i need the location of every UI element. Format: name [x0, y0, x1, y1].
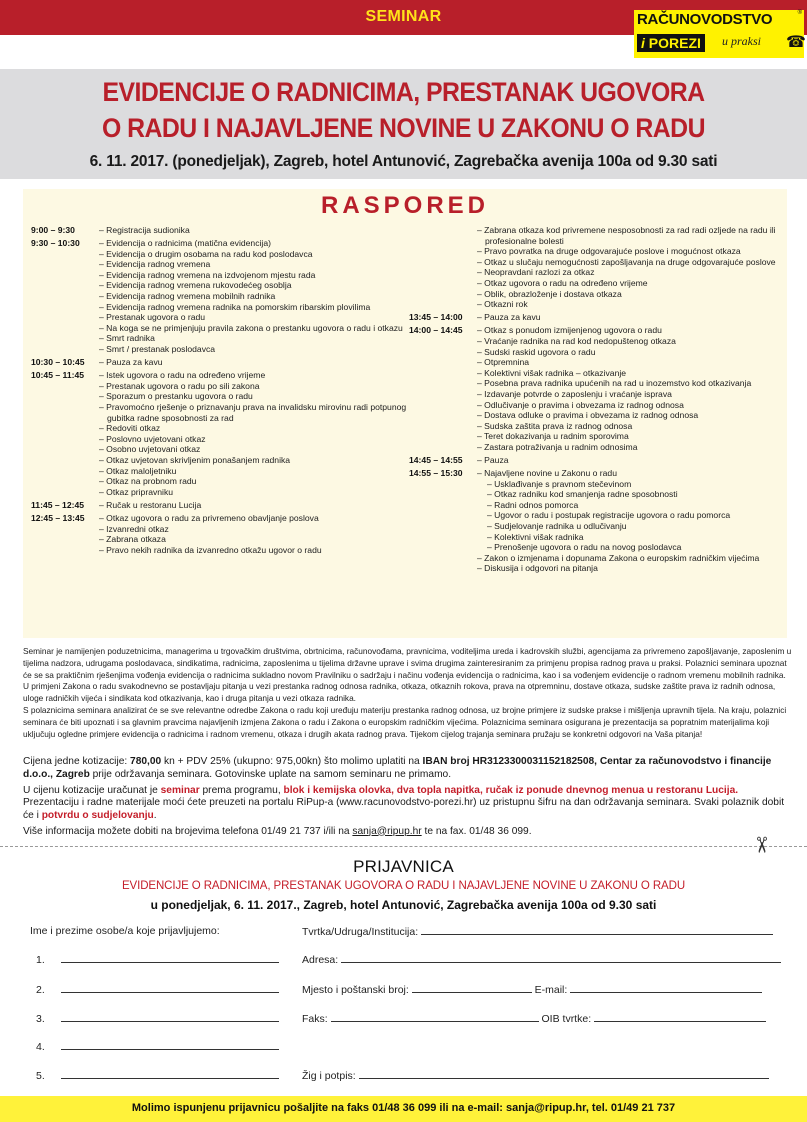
- schedule-block: [31, 238, 411, 355]
- schedule-item: – Registracija sudionika: [99, 225, 190, 235]
- schedule-item: – Evidencija o drugim osobama na radu kod poslodavca: [99, 248, 313, 259]
- schedule-item: – Otkazni rok: [477, 299, 528, 310]
- phone-icon: ☎: [786, 34, 806, 51]
- schedule-item: – Zastara potraživanja u radnim odnosima: [477, 441, 638, 452]
- attendee-input-2[interactable]: [61, 983, 279, 993]
- schedule-item: – Diskusija i odgovori na pitanja: [477, 563, 598, 574]
- schedule-time: 14:45 – 14:55: [409, 454, 463, 465]
- signature-label: Žig i potpis:: [302, 1070, 356, 1082]
- contact-text: Više informacija možete dobiti na brojevima telefona 01/49 21 737 i/ili na: [23, 825, 353, 837]
- schedule-item: – Vraćanje radnika na rad kod nedopuštenog otkaza: [477, 335, 676, 346]
- schedule-item: – Pauza za kavu: [477, 312, 541, 323]
- schedule-item: – Ručak u restoranu Lucija: [99, 499, 202, 510]
- schedule-item: – Poslovno uvjetovani otkaz: [99, 433, 206, 444]
- schedule-item: – Zabrana otkaza kod privremene nesposobnosti za rad radi ozljede na radu ili profesionalne bolesti: [477, 225, 776, 246]
- schedule-item: – Pravo nekih radnika da izvanredno otkažu ugovor o radu: [99, 544, 322, 555]
- includes-text: .: [153, 809, 157, 821]
- contact-text: te na fax. 01/48 36 099.: [421, 825, 532, 837]
- schedule-item: – Otkaz radniku kod smanjenja radne sposobnosti: [487, 489, 678, 500]
- email-input[interactable]: [570, 983, 762, 993]
- signature-input[interactable]: [359, 1069, 769, 1079]
- includes-extras: blok i kemijska olovka, dva topla napitka, ručak iz ponude dnevnog menua u restoranu Lucija.: [283, 784, 739, 796]
- address-label: Adresa:: [302, 954, 339, 966]
- includes-text: prema programu,: [199, 784, 284, 796]
- price-text: Cijena jedne kotizacije:: [23, 756, 131, 767]
- schedule-item: – Radni odnos pomorca: [487, 499, 579, 510]
- schedule-time: 14:55 – 15:30: [409, 468, 463, 479]
- schedule-item: – Izdavanje potvrde o zaposlenju i vraćanje isprava: [477, 388, 672, 399]
- schedule-item: – Smrt radnika: [99, 333, 155, 344]
- schedule-block: [409, 468, 785, 574]
- schedule-item: – Evidencija radnog vremena mobilnih radnika: [99, 291, 276, 302]
- schedule-item: – Evidencija radnog vremena rukovodećeg osoblja: [99, 280, 292, 291]
- schedule-block: [31, 370, 411, 497]
- fax-label: Faks:: [302, 1013, 328, 1025]
- schedule-item: – Sudski raskid ugovora o radu: [477, 346, 596, 357]
- email-link[interactable]: sanja@ripup.hr: [352, 825, 422, 837]
- schedule-item: – Teret dokazivanja u radnim sporovima: [477, 431, 629, 442]
- logo-line3: u praksi: [722, 34, 761, 48]
- schedule-column-left: [31, 225, 411, 558]
- schedule-block: [409, 325, 785, 452]
- cut-line: [0, 846, 807, 847]
- schedule-items: [99, 500, 411, 511]
- description-paragraph: S polaznicima seminara analizirat će se sve relevantne odredbe Zakona o radu koji uređuju materiju prestanka radnog odnosa, uz brojne primjere iz sudske prakse i mišljenja upravnih tijela. Na kraju, polaznici seminara će biti upoznati i sa glavnim pravcima najavljenih izmjena Zakona o radu i Zakona o europskim radničkim vijećima. Polaznicima seminara osigurana je prezentacija sa popratnim materijalima koji uključuju ogledne primjere evidencija o radnicima i radnom vremenu, otkaza i drugih akata radnog prava. Tijekom cijelog trajanja seminara pružaju se konkretni odgovori na Vaša pitanja!: [23, 704, 787, 739]
- schedule-column-right: [409, 225, 785, 577]
- schedule-time: 12:45 – 13:45: [31, 512, 85, 523]
- schedule-time: 9:30 – 10:30: [31, 238, 80, 249]
- schedule-items: [99, 370, 411, 497]
- price-paragraph: [23, 756, 793, 781]
- schedule-item: – Evidencija radnog vremena: [99, 259, 211, 270]
- schedule-item: – Osobno uvjetovani otkaz: [99, 444, 201, 455]
- contact-paragraph: [23, 826, 793, 839]
- schedule-items: [477, 312, 785, 323]
- schedule-item: – Redoviti otkaz: [99, 423, 161, 434]
- attendee-input-4[interactable]: [61, 1040, 279, 1050]
- schedule-box: [23, 189, 787, 638]
- oib-label: OIB tvrtke:: [541, 1013, 592, 1025]
- schedule-item: – Sudjelovanje radnika u odlučivanju: [487, 521, 627, 532]
- email-label: E-mail:: [534, 984, 568, 996]
- description-paragraph: Seminar je namijenjen poduzetnicima, managerima u trgovačkim društvima, obrtnicima, računovođama, pravnicima, voditeljima ureda i kadrovskih službi, agencijama za privremeno zapošljavanje, zaposlenim u tijelima nadzora, udrugama poslodavaca, sindikatima, radnicima, zaposlenima u tijelima državne uprave i svima drugima zainteresiranim za primjenu propisa radnog prava u praksi. Polaznici seminara upoznat će se sa praktičnim rješenjima vođenja evidencija o radnicima sukladno novom Pravilniku o sadržaju i načinu vođenja evidencija o radnicima, kao i sa vođenjem evidencije o radnom vremenu mobilnih radnika.: [23, 646, 792, 680]
- scissors-icon: ✂: [749, 835, 775, 855]
- schedule-item: – Istek ugovora o radu na određeno vrijeme: [99, 370, 266, 381]
- schedule-item: – Kolektivni višak radnika – otkazivanje: [477, 367, 627, 378]
- page-title-line2: O RADU I NAJAVLJENE NOVINE U ZAKONU O RADU: [102, 113, 705, 143]
- schedule-item: – Otkaz ugovora o radu na određeno vrijeme: [477, 277, 648, 288]
- schedule-time: 9:00 – 9:30: [31, 225, 75, 235]
- title-band: [0, 69, 807, 179]
- schedule-items: [99, 238, 411, 355]
- schedule-item: – Na koga se ne primjenjuju pravila zakona o prestanku ugovora o radu i otkazu: [99, 322, 403, 333]
- iban-info: IBAN broj HR3123300031152182508, Centar za računovodstvo i financije d.o.o., Zagreb: [23, 756, 772, 780]
- schedule-time: 11:45 – 12:45: [31, 499, 85, 510]
- schedule-block: [409, 312, 785, 323]
- schedule-items: [477, 325, 785, 452]
- logo-line2: [637, 34, 705, 52]
- schedule-block: [31, 513, 411, 555]
- schedule-item: – Sudska zaštita prava iz radnog odnosa: [477, 420, 633, 431]
- attendee-input-5[interactable]: [61, 1069, 279, 1079]
- schedule-item: – Otkaz ugovora o radu za privremeno obavljanje poslova: [99, 512, 319, 523]
- schedule-item: – Ugovor o radu i postupak registracije ugovora o radu pomorca: [487, 510, 731, 521]
- schedule-item: – Otkaz pripravniku: [99, 486, 174, 497]
- pricing-info: [23, 756, 793, 842]
- seminar-description: [23, 646, 793, 740]
- form-event-details: u ponedjeljak, 6. 11. 2017., Zagreb, hotel Antunović, Zagrebačka avenija 100a od 9.30 sati: [150, 898, 657, 912]
- signature-field[interactable]: [302, 1069, 769, 1082]
- schedule-item: – Otkaz maloljetniku: [99, 465, 177, 476]
- description-paragraph: U primjeni Zakona o radu svakodnevno se postavljaju pitanja u vezi prestanka radnog odnosa radnika, otkaza, otkaznih rokova, prava na otpremninu, dostave otkaza, sudske zaštite prava iz radnih odnosa, uloge radničkih vijeća i sindikata kod otkazivanja, kao i druga pitanja u vezi otkaza radnika.: [23, 681, 776, 704]
- footer-band: [0, 1096, 807, 1122]
- schedule-item: – Otkaz uvjetovan skrivljenim ponašanjem radnika: [99, 454, 291, 465]
- schedule-heading: RASPORED: [320, 192, 490, 219]
- schedule-items: [99, 513, 411, 555]
- schedule-item: – Izvanredni otkaz: [99, 523, 169, 534]
- includes-paragraph: [23, 785, 793, 823]
- schedule-time: 14:00 – 14:45: [409, 325, 463, 336]
- schedule-time: 10:45 – 11:45: [31, 370, 85, 381]
- fax-input[interactable]: [331, 1012, 539, 1022]
- schedule-block: [31, 225, 411, 236]
- address-field[interactable]: [302, 953, 781, 966]
- price-text: kn + PDV 25% (ukupno: 975,00kn) što molimo uplatiti na: [161, 756, 423, 767]
- attendee-row[interactable]: [36, 953, 279, 966]
- schedule-item: – Otpremnina: [477, 357, 530, 368]
- city-field[interactable]: [302, 983, 762, 996]
- schedule-item: – Evidencija radnog vremena na izdvojenom mjestu rada: [99, 269, 316, 280]
- schedule-block: [409, 455, 785, 466]
- schedule-block: [409, 225, 785, 310]
- includes-seminar: seminar: [160, 784, 200, 796]
- schedule-item: – Zabrana otkaza: [99, 534, 166, 545]
- schedule-item: – Oblik, obrazloženje i dostava otkaza: [477, 288, 622, 299]
- schedule-item: – Zakon o izmjenama i dopunama Zakona o europskim radničkim vijećima: [477, 552, 760, 563]
- company-label: Tvrtka/Udruga/Institucija:: [302, 926, 419, 938]
- schedule-item: – Sporazum o prestanku ugovora o radu: [99, 391, 253, 402]
- attendee-number: 1.: [36, 954, 45, 966]
- schedule-item: – Otkaz u slučaju nemogućnosti zapošljavanja na druge odgovarajuće poslove: [477, 256, 776, 267]
- attendee-input-1[interactable]: [61, 953, 279, 963]
- schedule-items: [477, 225, 785, 310]
- company-field[interactable]: [302, 925, 773, 938]
- schedule-time: [409, 225, 477, 310]
- schedule-item: – Neopravdani razlozi za otkaz: [477, 267, 595, 278]
- schedule-item: – Kolektivni višak radnika: [487, 531, 584, 542]
- logo-line1: RAČUNOVODSTVO: [637, 11, 773, 28]
- logo-line2-prefix: i: [641, 35, 645, 51]
- seminar-label: SEMINAR: [365, 8, 442, 25]
- page-title-line1: EVIDENCIJE O RADNICIMA, PRESTANAK UGOVORA: [102, 77, 705, 107]
- schedule-item: – Posebna prava radnika upućenih na rad u inozemstvo kod otkazivanja: [477, 378, 752, 389]
- attendee-row[interactable]: [36, 1069, 279, 1082]
- includes-text: U cijenu kotizacije uračunat je: [23, 784, 161, 796]
- registered-mark: ®: [797, 10, 802, 16]
- attendee-number: 3.: [36, 1013, 45, 1025]
- attendee-number: 2.: [36, 984, 45, 996]
- schedule-items: [99, 225, 411, 236]
- city-input[interactable]: [412, 983, 532, 993]
- logo-line2-text: POREZI: [648, 35, 701, 51]
- schedule-block: [31, 357, 411, 368]
- schedule-items: [477, 468, 785, 574]
- form-title: PRIJAVNICA: [353, 857, 454, 876]
- attendee-row[interactable]: [36, 1012, 279, 1025]
- city-label: Mjesto i poštanski broj:: [302, 984, 409, 996]
- schedule-item: – Evidencija radnog vremena radnika na pomorskim ribarskim plovilima: [99, 301, 371, 312]
- schedule-item: – Dostava odluke o pravima i obvezama iz radnog odnosa: [477, 410, 699, 421]
- schedule-item: – Evidencija o radnicima (matična evidencija): [99, 238, 271, 249]
- attendee-number: 4.: [36, 1041, 45, 1053]
- schedule-item: – Odlučivanje o pravima i obvezama iz radnog odnosa: [477, 399, 684, 410]
- schedule-block: [31, 500, 411, 511]
- schedule-item: – Prestanak ugovora o radu: [99, 312, 206, 323]
- attendee-input-3[interactable]: [61, 1012, 279, 1022]
- schedule-items: [477, 455, 785, 466]
- schedule-items: [99, 357, 411, 368]
- includes-certificate: potvrdu o sudjelovanju: [41, 809, 154, 821]
- attendees-label: Ime i prezime osobe/a koje prijavljujemo:: [30, 925, 220, 937]
- attendee-row[interactable]: [36, 1040, 279, 1053]
- schedule-item: – Prenošenje ugovora o radu na novog poslodavca: [487, 542, 682, 553]
- schedule-item: – Pauza: [477, 454, 509, 465]
- schedule-time: 10:30 – 10:45: [31, 357, 85, 368]
- company-input[interactable]: [421, 925, 773, 935]
- logo: [634, 10, 804, 58]
- schedule-item: – Pauza za kavu: [99, 357, 163, 368]
- schedule-item: – Otkaz s ponudom izmijenjenog ugovora o radu: [477, 325, 662, 336]
- oib-input[interactable]: [594, 1012, 766, 1022]
- price-amount: 780,00: [130, 756, 162, 767]
- schedule-item: – Pravo povratka na druge odgovarajuće poslove i mogućnost otkaza: [477, 246, 741, 257]
- event-details: 6. 11. 2017. (ponedjeljak), Zagreb, hotel Antunović, Zagrebačka avenija 100a od 9.30 sati: [89, 153, 718, 170]
- schedule-item: – Otkaz na probnom radu: [99, 476, 197, 487]
- schedule-time: 13:45 – 14:00: [409, 312, 463, 323]
- attendee-number: 5.: [36, 1070, 45, 1082]
- attendee-row[interactable]: [36, 983, 279, 996]
- schedule-item: – Pravomoćno rješenje o priznavanju prava na invalidsku mirovinu radi potpunog gubitka radne sposobnosti za rad: [99, 402, 407, 423]
- schedule-item: – Smrt / prestanak poslodavca: [99, 344, 216, 355]
- form-subtitle: EVIDENCIJE O RADNICIMA, PRESTANAK UGOVORA O RADU I NAJAVLJENE NOVINE U ZAKONU O RADU: [121, 880, 686, 892]
- address-input[interactable]: [341, 953, 781, 963]
- schedule-item: – Prestanak ugovora o radu po sili zakona: [99, 380, 260, 391]
- schedule-item: – Usklađivanje s pravnom stečevinom: [487, 478, 632, 489]
- schedule-item: – Najavljene novine u Zakonu o radu: [477, 468, 617, 479]
- price-text: prije održavanja seminara. Gotovinske uplate na samom seminaru ne primamo.: [89, 768, 452, 780]
- footer-text: Molimo ispunjenu prijavnicu pošaljite na faks 01/48 36 099 ili na e-mail: sanja@ripup.hr, tel. 01/49 21 737: [131, 1102, 676, 1114]
- fax-field[interactable]: [302, 1012, 766, 1025]
- includes-text: Prezentaciju i radne materijale moći ćete preuzeti na portalu RiPup-a (www.racunovodstvo-porezi.hr) uz pristupnu šifru na dan održavanja seminara. Svaki polaznik dobit će i: [23, 797, 785, 821]
